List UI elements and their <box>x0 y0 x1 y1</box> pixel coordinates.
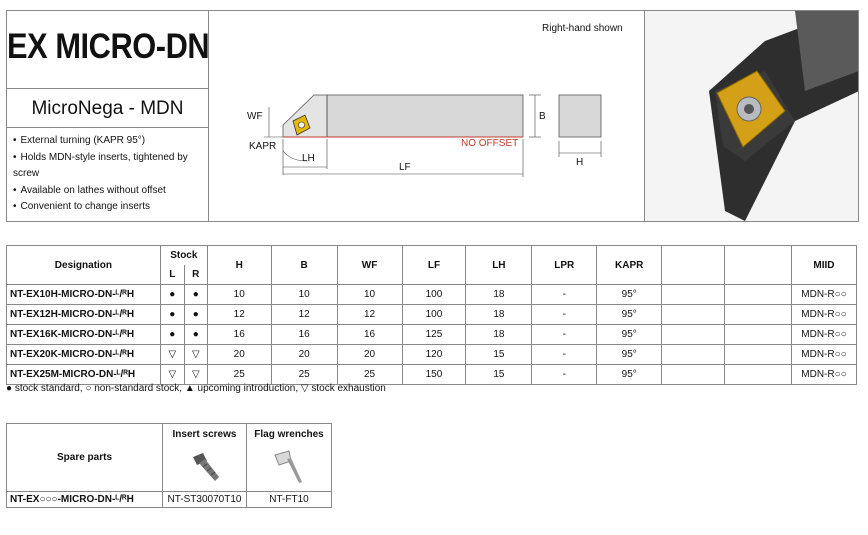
cell-stock-r: ▽ <box>184 365 207 385</box>
cell-h: 16 <box>207 325 271 345</box>
header-empty-2 <box>725 246 792 285</box>
cell-lpr: - <box>532 285 597 305</box>
cell-miid: MDN-R○○ <box>791 345 856 365</box>
screw-image-cell <box>163 446 247 492</box>
cell-h: 10 <box>207 285 271 305</box>
cell-b: 16 <box>271 325 337 345</box>
table-row <box>7 345 857 365</box>
cell-miid: MDN-R○○ <box>791 285 856 305</box>
label-wf: WF <box>247 111 263 122</box>
header-insert-screws: Insert screws <box>163 424 247 446</box>
label-kapr: KAPR <box>249 141 277 152</box>
cell-stock-l: ▽ <box>160 345 184 365</box>
diagram-note: Right-hand shown <box>542 23 623 34</box>
cell-lf: 100 <box>402 305 466 325</box>
header-b: B <box>271 246 337 285</box>
cell-lh: 18 <box>466 325 532 345</box>
subtitle-box <box>7 88 208 128</box>
header-stock-r: R <box>184 265 207 285</box>
holder-drawing <box>209 11 645 223</box>
cell-lh: 18 <box>466 285 532 305</box>
wrench-image-cell <box>247 446 332 492</box>
cell-empty <box>662 345 725 365</box>
header-flag-wrenches: Flag wrenches <box>247 424 332 446</box>
cell-designation: NT-EX12H-MICRO-DN-ᴸ/ᴿH <box>7 305 161 325</box>
feature-item: • Holds MDN-style inserts, tightened by screw <box>13 150 208 183</box>
cell-kapr: 95° <box>597 345 662 365</box>
header-lpr: LPR <box>532 246 597 285</box>
spare-designation: NT-EX○○○-MICRO-DN-ᴸ/ᴿH <box>7 492 163 508</box>
cell-wf: 12 <box>337 305 402 325</box>
product-photo <box>645 10 859 222</box>
cell-stock-r: ● <box>184 325 207 345</box>
cell-h: 12 <box>207 305 271 325</box>
spare-screw-code: NT-ST30070T10 <box>163 492 247 508</box>
page-title: EX MICRO-DN <box>7 27 210 66</box>
cell-lpr: - <box>532 345 597 365</box>
cell-empty <box>725 325 792 345</box>
feature-item: • External turning (KAPR 95°) <box>13 133 208 150</box>
cell-lh: 15 <box>466 345 532 365</box>
label-h: H <box>576 157 584 168</box>
cell-kapr: 95° <box>597 365 662 385</box>
header-designation: Designation <box>7 246 161 285</box>
cell-lf: 100 <box>402 285 466 305</box>
header-lh: LH <box>466 246 532 285</box>
cell-designation: NT-EX20K-MICRO-DN-ᴸ/ᴿH <box>7 345 161 365</box>
cell-h: 20 <box>207 345 271 365</box>
cell-wf: 25 <box>337 365 402 385</box>
cell-miid: MDN-R○○ <box>791 365 856 385</box>
cell-b: 20 <box>271 345 337 365</box>
cell-lpr: - <box>532 305 597 325</box>
cell-b: 25 <box>271 365 337 385</box>
label-b: B <box>539 111 546 122</box>
table-row <box>7 365 857 385</box>
cell-stock-l: ▽ <box>160 365 184 385</box>
cell-lf: 150 <box>402 365 466 385</box>
header-lf: LF <box>402 246 466 285</box>
cell-lpr: - <box>532 365 597 385</box>
table-row <box>7 325 857 345</box>
specification-table <box>6 245 857 385</box>
cell-lpr: - <box>532 325 597 345</box>
cell-lf: 120 <box>402 345 466 365</box>
cell-lf: 125 <box>402 325 466 345</box>
cell-miid: MDN-R○○ <box>791 325 856 345</box>
header-empty-1 <box>662 246 725 285</box>
feature-item: • Available on lathes without offset <box>13 183 208 200</box>
label-lf: LF <box>399 162 411 173</box>
feature-list <box>13 133 208 216</box>
feature-item: • Convenient to change inserts <box>13 199 208 216</box>
tool-holder-image <box>645 11 859 222</box>
cell-kapr: 95° <box>597 285 662 305</box>
cell-wf: 16 <box>337 325 402 345</box>
cell-empty <box>662 285 725 305</box>
cell-empty <box>662 325 725 345</box>
screw-icon <box>185 447 225 487</box>
table-row <box>7 285 857 305</box>
cell-empty <box>725 285 792 305</box>
cell-lh: 15 <box>466 365 532 385</box>
stock-legend: ● stock standard, ○ non-standard stock, ▲ upcoming introduction, ▽ stock exhaustion <box>6 383 386 394</box>
cell-kapr: 95° <box>597 325 662 345</box>
cell-lh: 18 <box>466 305 532 325</box>
cell-stock-l: ● <box>160 325 184 345</box>
cell-stock-r: ● <box>184 285 207 305</box>
cell-stock-r: ● <box>184 305 207 325</box>
dimension-diagram <box>209 10 645 222</box>
table-row <box>7 305 857 325</box>
header-kapr: KAPR <box>597 246 662 285</box>
spare-parts-table <box>6 423 332 508</box>
cell-empty <box>725 345 792 365</box>
spare-wrench-code: NT-FT10 <box>247 492 332 508</box>
cell-wf: 10 <box>337 285 402 305</box>
spare-parts-label: Spare parts <box>7 424 163 492</box>
header-miid: MIID <box>791 246 856 285</box>
cell-designation: NT-EX16K-MICRO-DN-ᴸ/ᴿH <box>7 325 161 345</box>
cell-kapr: 95° <box>597 305 662 325</box>
cell-stock-l: ● <box>160 285 184 305</box>
cell-empty <box>725 365 792 385</box>
cell-empty <box>725 305 792 325</box>
cell-h: 25 <box>207 365 271 385</box>
flag-wrench-icon <box>269 447 309 487</box>
header-stock: Stock <box>160 246 207 266</box>
label-lh: LH <box>302 153 315 164</box>
title-panel <box>6 10 209 222</box>
cell-miid: MDN-R○○ <box>791 305 856 325</box>
cell-b: 12 <box>271 305 337 325</box>
cell-empty <box>662 305 725 325</box>
header-h: H <box>207 246 271 285</box>
label-no-offset: NO OFFSET <box>461 138 519 149</box>
cell-wf: 20 <box>337 345 402 365</box>
cell-stock-r: ▽ <box>184 345 207 365</box>
cell-designation: NT-EX10H-MICRO-DN-ᴸ/ᴿH <box>7 285 161 305</box>
cell-empty <box>662 365 725 385</box>
cell-stock-l: ● <box>160 305 184 325</box>
page-subtitle: MicroNega - MDN <box>31 98 184 119</box>
cell-b: 10 <box>271 285 337 305</box>
cell-designation: NT-EX25M-MICRO-DN-ᴸ/ᴿH <box>7 365 161 385</box>
header-stock-l: L <box>160 265 184 285</box>
header-wf: WF <box>337 246 402 285</box>
